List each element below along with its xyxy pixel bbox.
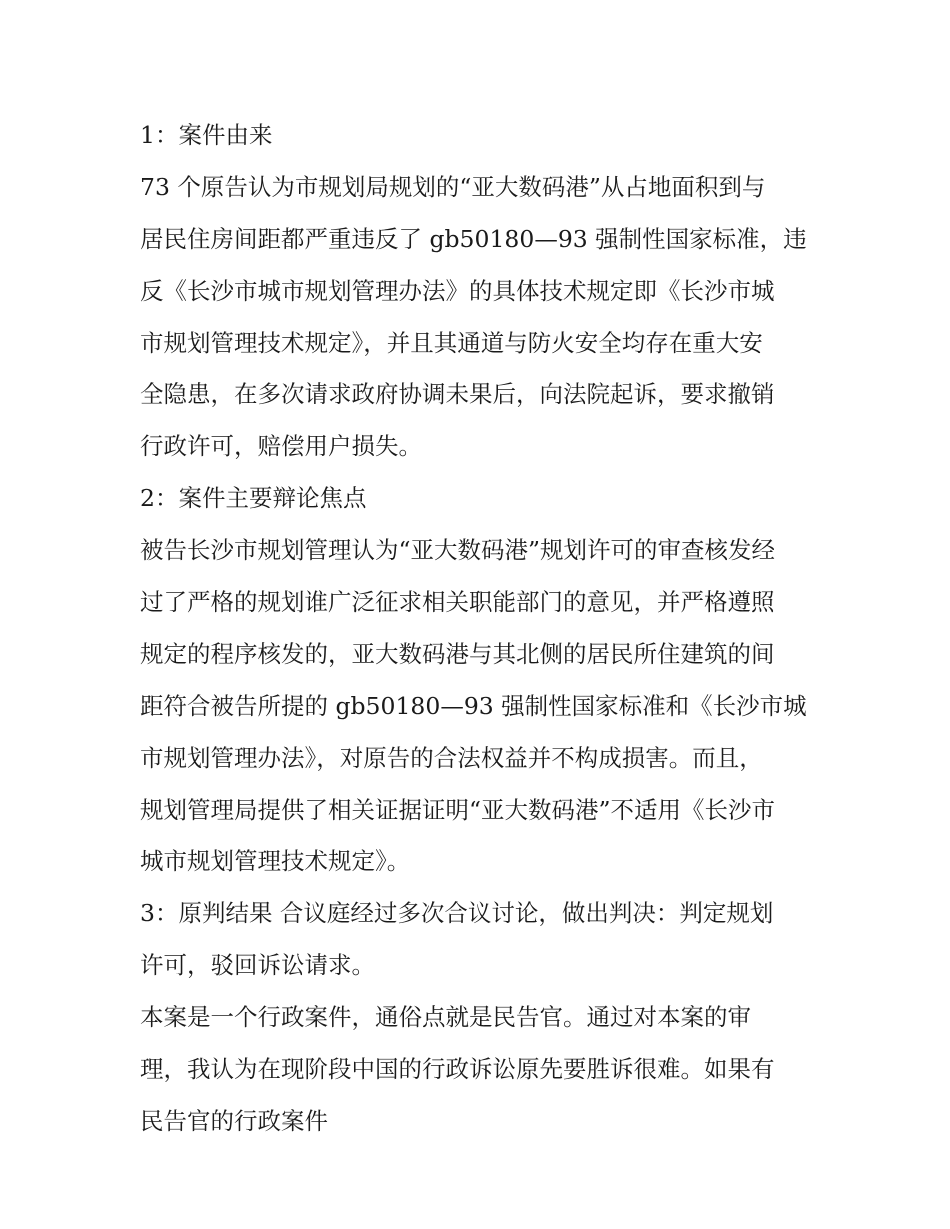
text-line: 许可，驳回诉讼请求。 (140, 951, 375, 980)
heading-case-origin: 1：案件由来 (140, 121, 273, 149)
text-line: 理，我认为在现阶段中国的行政诉讼原先要胜诉很难。如果有 (140, 1055, 775, 1084)
text-line: 过了严格的规划谁广泛征求相关职能部门的意见，并严格遵照 (140, 588, 775, 617)
text-line: 全隐患，在多次请求政府协调未果后，向法院起诉，要求撤销 (140, 380, 775, 409)
document-body (140, 110, 815, 1148)
text-line: 规划管理局提供了相关证据证明“亚大数码港”不适用《长沙市 (140, 795, 776, 824)
text-line: 行政许可，赔偿用户损失。 (140, 432, 422, 461)
text-line: 距符合被告所提的 gb50180—93 强制性国家标准和《长沙市城 (140, 691, 807, 720)
text-line: 市规划管理技术规定》，并且其通道与防火安全均存在重大安 (140, 328, 763, 357)
heading-debate-focus: 2：案件主要辩论焦点 (140, 484, 367, 513)
text-line: 城市规划管理技术规定》。 (140, 847, 411, 876)
text-line: 民告官的行政案件 (140, 1106, 328, 1135)
text-line: 规定的程序核发的，亚大数码港与其北侧的居民所住建筑的间 (140, 639, 775, 668)
text-line: 本案是一个行政案件，通俗点就是民告官。通过对本案的审 (140, 1003, 751, 1032)
text-line: 被告长沙市规划管理认为“亚大数码港”规划许可的审查核发经 (140, 536, 776, 565)
text-line: 73 个原告认为市规划局规划的“亚大数码港”从占地面积到与 (140, 172, 766, 201)
text-line: 反《长沙市城市规划管理办法》的具体技术规定即《长沙市城 (140, 276, 775, 305)
heading-judgment: 3：原判结果 合议庭经过多次合议讨论，做出判决：判定规划 (140, 899, 774, 928)
text-line: 居民住房间距都严重违反了 gb50180—93 强制性国家标准，违 (140, 224, 807, 253)
text-line: 市规划管理办法》，对原告的合法权益并不构成损害。而且， (140, 743, 763, 772)
